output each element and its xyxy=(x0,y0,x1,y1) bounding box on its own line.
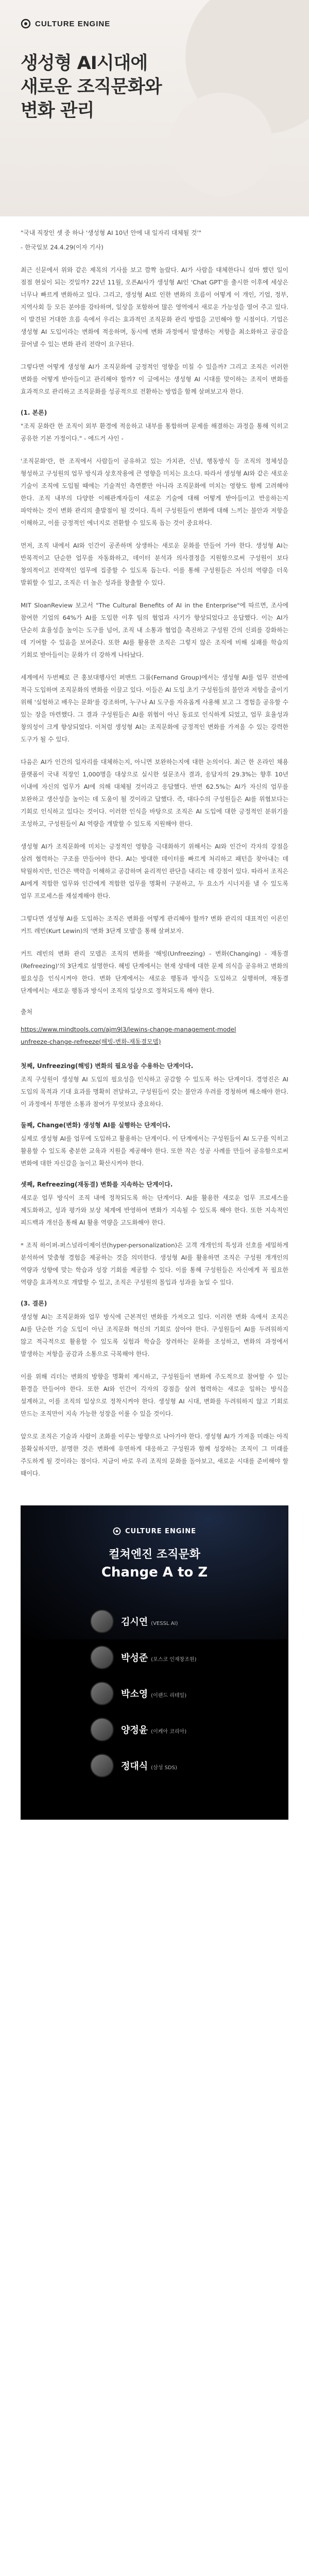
body-paragraph: '조직문화'란, 한 조직에서 사람들이 공유하고 있는 가치관, 신념, 행동방식 등 조직의 정체성을 형성하고 구성원의 업무 방식과 상호작용에 큰 영향을 미치는 요소다. 따라서 생성형 AI와 같은 새로운 기술이 조직에 도입될 때에는 기술적인 측면뿐만 아니라 조직문화에 미치는 영향도 함께 고려해야 한다. 조직 내부의 다양한 이해관계자들이 새로운 기술에 대해 어떻게 받아들이고 반응하는지 파악하는 것이 변화 관리의 출발점이 될 것이다. 특히 구성원들이 변화에 대해 느끼는 불안과 저항을 이해하고, 이를 긍정적인 에너지로 전환할 수 있도록 돕는 것이 중요하다. xyxy=(21,457,288,527)
author-item xyxy=(21,1639,288,1675)
intro-paragraph: 최근 신문에서 위와 같은 제목의 기사를 보고 깜짝 놀랐다. AI가 사람을 대체한다니 설마 했던 일이 점점 현실이 되는 것일까? 22년 11월, 오픈AI사가 생성형 AI인 'Chat GPT'를 출시한 이후에 세상은 너무나 빠르게 변화하고 있다. 그리고, 생성형 AI로 인한 변화의 흐름이 어떻게 이 개인, 기업, 정부, 지역사회 등 모든 분야를 강타하며, 일상을 포함하여 많은 영역에서 새로운 가능성을 열어 주고 있다. 이 발견된 거대한 흐름 속에서 우리는 효과적인 조직문화 관리 방법을 고민해야 할 시점이다. 기업은 생성형 AI 도입이라는 변화에 적응하며, 동시에 변화 과정에서 발생하는 저항을 최소화하고 공감을 끌어낼 수 있는 변화 관리 전략이 요구된다. xyxy=(21,266,288,348)
conclusion-paragraph: 이를 위해 리더는 변화의 방향을 명확히 제시하고, 구성원들이 변화에 주도적으로 참여할 수 있는 환경을 만들어야 한다. 또한 AI와 인간이 각자의 강점을 살려 협력하는 새로운 일하는 방식을 설계하고, 이를 조직의 일상으로 정착시켜야 한다. 생성형 AI 시대, 변화를 두려워하지 않고 기회로 만드는 조직만이 지속 가능한 성장을 이룰 수 있을 것이다. xyxy=(21,1373,288,1417)
card-title-line: 컬쳐엔진 조직문화 xyxy=(109,1548,200,1561)
step-paragraph: 실제로 생성형 AI를 업무에 도입하고 활용하는 단계이다. 이 단계에서는 구성원들이 AI 도구를 익히고 활용할 수 있도록 충분한 교육과 지원을 제공해야 한다. 또한 작은 성공 사례를 만들어 공유함으로써 변화에 대한 자신감을 높이고 확산시켜야 한다. xyxy=(21,1135,288,1167)
culture-engine-logo-icon xyxy=(113,1527,121,1535)
page-title xyxy=(21,52,162,123)
author-item xyxy=(21,1675,288,1711)
step-heading-unfreezing: 첫째, Unfreezing(해빙) 변화의 필요성을 수용하는 단계이다. xyxy=(21,1062,194,1070)
card-brand-name: CULTURE ENGINE xyxy=(125,1527,197,1535)
footnote-paragraph: * 조직 하이퍼-퍼스널라이제이션(hyper-personalization)은 고객 개개인의 특성과 선호를 세밀하게 분석하여 맞춤형 경험을 제공하는 것을 의미한다. 생성형 AI를 활용하면 조직은 구성원 개개인의 역량과 성향에 맞는 학습과 성장 기회를 제공할 수 있다. 이를 통해 구성원들은 자신에게 꼭 필요한 역량을 효과적으로 개발할 수 있고, 조직은 구성원의 몰입과 성과를 높일 수 있다. xyxy=(21,1242,288,1286)
author-list xyxy=(21,1603,288,1784)
series-card[interactable] xyxy=(21,1505,288,1820)
quote-headline: "국내 직장인 셋 중 하나 '생성형 AI 10년 안에 내 일자리 대체될 것'" xyxy=(21,229,202,236)
brand-name: CULTURE ENGINE xyxy=(35,19,111,28)
series-card-section xyxy=(0,1490,309,1820)
conclusion-paragraph: 생성형 AI는 조직문화와 업무 방식에 근본적인 변화를 가져오고 있다. 이러한 변화 속에서 조직은 AI를 단순한 기술 도입이 아닌 조직문화 혁신의 기회로 삼아야 한다. 구성원들이 AI를 두려워하지 않고 적극적으로 활용할 수 있도록 실험과 학습을 장려하는 문화를 조성하고, 변화의 과정에서 발생하는 저항을 공감과 소통으로 극복해야 한다. xyxy=(21,1313,288,1358)
author-company: (VESSL AI) xyxy=(151,1621,178,1626)
author-name: 김시연 (VESSL AI) xyxy=(121,1617,178,1628)
body-paragraph: "조직 문화란 한 조직이 외부 환경에 적응하고 내부를 통합하며 문제를 해결하는 과정을 통해 익히고 공유한 기본 가정이다." - 에드거 샤인 - xyxy=(21,422,288,442)
conclusion-paragraph: 앞으로 조직은 기술과 사람이 조화를 이루는 방향으로 나아가야 한다. 생성형 AI가 가져올 미래는 아직 불확실하지만, 분명한 것은 변화에 유연하게 대응하고 구성원과 함께 성장하는 조직이 그 미래를 주도하게 될 것이라는 점이다. 지금이 바로 우리 조직의 문화를 돌아보고, 새로운 시대를 준비해야 할 때이다. xyxy=(21,1433,288,1477)
section-label-main: (1. 본론) xyxy=(21,409,47,416)
culture-engine-logo-icon xyxy=(21,19,31,29)
author-company: (삼성 SDS) xyxy=(151,1765,177,1771)
step-paragraph: 새로운 업무 방식이 조직 내에 정착되도록 하는 단계이다. AI를 활용한 새로운 업무 프로세스를 제도화하고, 성과 평가와 보상 체계에 반영하여 변화가 지속될 수 있도록 해야 한다. 또한 지속적인 피드백과 개선을 통해 AI 활용 역량을 고도화해야 한다. xyxy=(21,1194,288,1226)
author-item xyxy=(21,1603,288,1639)
page-title-line: 변화 관리 xyxy=(21,100,94,121)
section-label-conclusion: (3. 결론) xyxy=(21,1300,47,1307)
source-link[interactable] xyxy=(21,1023,288,1048)
intro-paragraph: 그렇다면 어떻게 생성형 AI가 조직문화에 긍정적인 영향을 미칠 수 있을까? 그리고 조직은 이러한 변화를 어떻게 받아들이고 관리해야 할까? 이 글에서는 생성형 AI 시대를 맞이하는 조직이 변화를 효과적으로 관리하고 조직문화를 성공적으로 전환하는 방법을 함께 살펴보고자 한다. xyxy=(21,363,288,395)
source-label: 출처 xyxy=(21,1008,32,1015)
card-brand-logo xyxy=(21,1527,288,1535)
author-item xyxy=(21,1748,288,1784)
avatar xyxy=(90,1754,114,1777)
card-title-line: Change A to Z xyxy=(101,1565,208,1580)
hero-decoration-circle xyxy=(170,93,273,196)
author-name: 정대식 (삼성 SDS) xyxy=(121,1761,177,1772)
author-item xyxy=(21,1711,288,1748)
avatar xyxy=(90,1718,114,1741)
step-heading-change: 둘째, Change(변화) 생성형 AI를 실행하는 단계이다. xyxy=(21,1122,170,1129)
step-paragraph: 조직 구성원이 생성형 AI 도입의 필요성을 인식하고 공감할 수 있도록 하는 단계이다. 경영진은 AI 도입의 목적과 기대 효과를 명확히 전달하고, 구성원들이 갖는 불안과 우려를 경청하며 해소해야 한다. 이 과정에서 투명한 소통과 참여가 무엇보다 중요하다. xyxy=(21,1076,288,1108)
author-name: 양정윤 (이케아 코리아) xyxy=(121,1725,187,1736)
body-paragraph: 다음은 AI가 인간의 일자리를 대체하는지, 아니면 보완하는지에 대한 논의이다. 최근 한 온라인 채용 플랫폼이 국내 직장인 1,000명을 대상으로 실시한 설문조사 결과, 응답자의 29.3%는 향후 10년 이내에 자신의 업무가 AI에 의해 대체될 것이라고 응답했다. 반면 62.5%는 AI가 자신의 업무를 보완하고 생산성을 높이는 데 도움이 될 것이라고 답했다. 즉, 대다수의 구성원들은 AI를 위협보다는 기회로 인식하고 있다는 것이다. 이러한 인식을 바탕으로 조직은 AI 도입에 대한 긍정적인 분위기를 조성하고, 구성원들이 AI 역량을 개발할 수 있도록 지원해야 한다. xyxy=(21,758,288,827)
author-name: 박성준 (포스코 인재창조원) xyxy=(121,1653,197,1664)
page-title-line: 생성형 AI시대에 xyxy=(21,53,148,74)
author-company: (이랜드 리테일) xyxy=(151,1693,187,1699)
card-title xyxy=(21,1547,288,1582)
avatar xyxy=(90,1682,114,1705)
brand-logo[interactable] xyxy=(21,19,110,29)
author-company: (포스코 인재창조원) xyxy=(151,1657,197,1663)
body-paragraph: MIT SloanReview 보고서 "The Cultural Benefits of AI in the Enterprise"에 따르면, 조사에 참여한 기업의 64%가 AI를 도입한 이후 팀의 협업과 사기가 향상되었다고 응답했다. 이는 AI가 단순히 효율성을 높이는 도구를 넘어, 조직 내 소통과 협업을 촉진하고 구성원 간의 신뢰를 강화하는 데 기여할 수 있음을 보여준다. 또한 AI를 활용한 조직은 그렇지 않은 조직에 비해 실패를 학습의 기회로 받아들이는 문화가 더 강하게 나타났다. xyxy=(21,602,288,658)
avatar xyxy=(90,1646,114,1669)
body-paragraph: 생성형 AI가 조직문화에 미치는 긍정적인 영향을 극대화하기 위해서는 AI와 인간이 각자의 강점을 살려 협력하는 구조를 만들어야 한다. AI는 방대한 데이터를 빠르게 처리하고 패턴을 찾아내는 데 탁월하지만, 인간은 맥락을 이해하고 공감하며 윤리적인 판단을 내리는 데 강점이 있다. 따라서 조직은 AI에게 적합한 업무와 인간에게 적합한 업무를 명확히 구분하고, 두 요소가 시너지를 낼 수 있도록 업무 프로세스를 재설계해야 한다. xyxy=(21,843,288,900)
article-body xyxy=(0,216,309,1480)
body-paragraph: 세계에서 두번째로 큰 홍보대행사인 퍼맨트 그룹(Fernand Group)에서는 생성형 AI를 업무 전반에 적극 도입하며 조직문화의 변화를 이끌고 있다. 이들은 AI 도입 초기 구성원들의 불안과 저항을 줄이기 위해 '실험하고 배우는 문화'를 강조하며, 누구나 AI 도구를 자유롭게 사용해 보고 그 경험을 공유할 수 있는 장을 마련했다. 그 결과 구성원들은 AI를 위협이 아닌 동료로 인식하게 되었고, 업무 효율성과 창의성이 크게 향상되었다. 이처럼 생성형 AI는 조직문화에 긍정적인 변화를 가져올 수 있는 강력한 도구가 될 수 있다. xyxy=(21,674,288,743)
author-company: (이케아 코리아) xyxy=(151,1729,187,1735)
author-name: 박소영 (이랜드 리테일) xyxy=(121,1689,187,1700)
body-paragraph: 그렇다면 생성형 AI를 도입하는 조직은 변화를 어떻게 관리해야 할까? 변화 관리의 대표적인 이론인 커트 레빈(Kurt Lewin)의 '변화 3단계 모델'을 통해 살펴보자. xyxy=(21,915,288,935)
step-heading-refreezing: 셋째, Refreezing(재동결) 변화를 지속하는 단계이다. xyxy=(21,1181,173,1188)
body-paragraph: 먼저, 조직 내에서 AI와 인간이 공존하며 상생하는 새로운 문화를 만들어 가야 한다. 생성형 AI는 반복적이고 단순한 업무를 자동화하고, 데이터 분석과 의사결정을 지원함으로써 구성원이 보다 창의적이고 전략적인 업무에 집중할 수 있도록 돕는다. 이를 통해 구성원들은 자신의 역량을 더욱 발휘할 수 있고, 조직은 더 높은 성과를 창출할 수 있다. xyxy=(21,542,288,586)
body-paragraph: 커트 레빈의 변화 관리 모델은 조직의 변화를 '해빙(Unfreezing) - 변화(Changing) - 재동결(Refreezing)'의 3단계로 설명한다. 해빙 단계에서는 현재 상태에 대한 문제 의식을 공유하고 변화의 필요성을 인식시켜야 한다. 변화 단계에서는 새로운 행동과 방식을 도입하고 실행하며, 재동결 단계에서는 새로운 행동과 방식이 조직의 일상으로 정착되도록 해야 한다. xyxy=(21,950,288,994)
page-title-line: 새로운 조직문화와 xyxy=(21,77,162,97)
quote-source: - 한국일보 24.4.29(이자 기사) xyxy=(21,244,104,251)
source-link-title[interactable]: unfreeze-change-refreeze(해빙-변화-재동결모델) xyxy=(21,1038,161,1045)
hero-banner xyxy=(0,0,309,216)
avatar xyxy=(90,1609,114,1633)
source-link-url[interactable]: https://www.mindtools.com/ajm9l3/lewins-change-management-model xyxy=(21,1026,236,1033)
